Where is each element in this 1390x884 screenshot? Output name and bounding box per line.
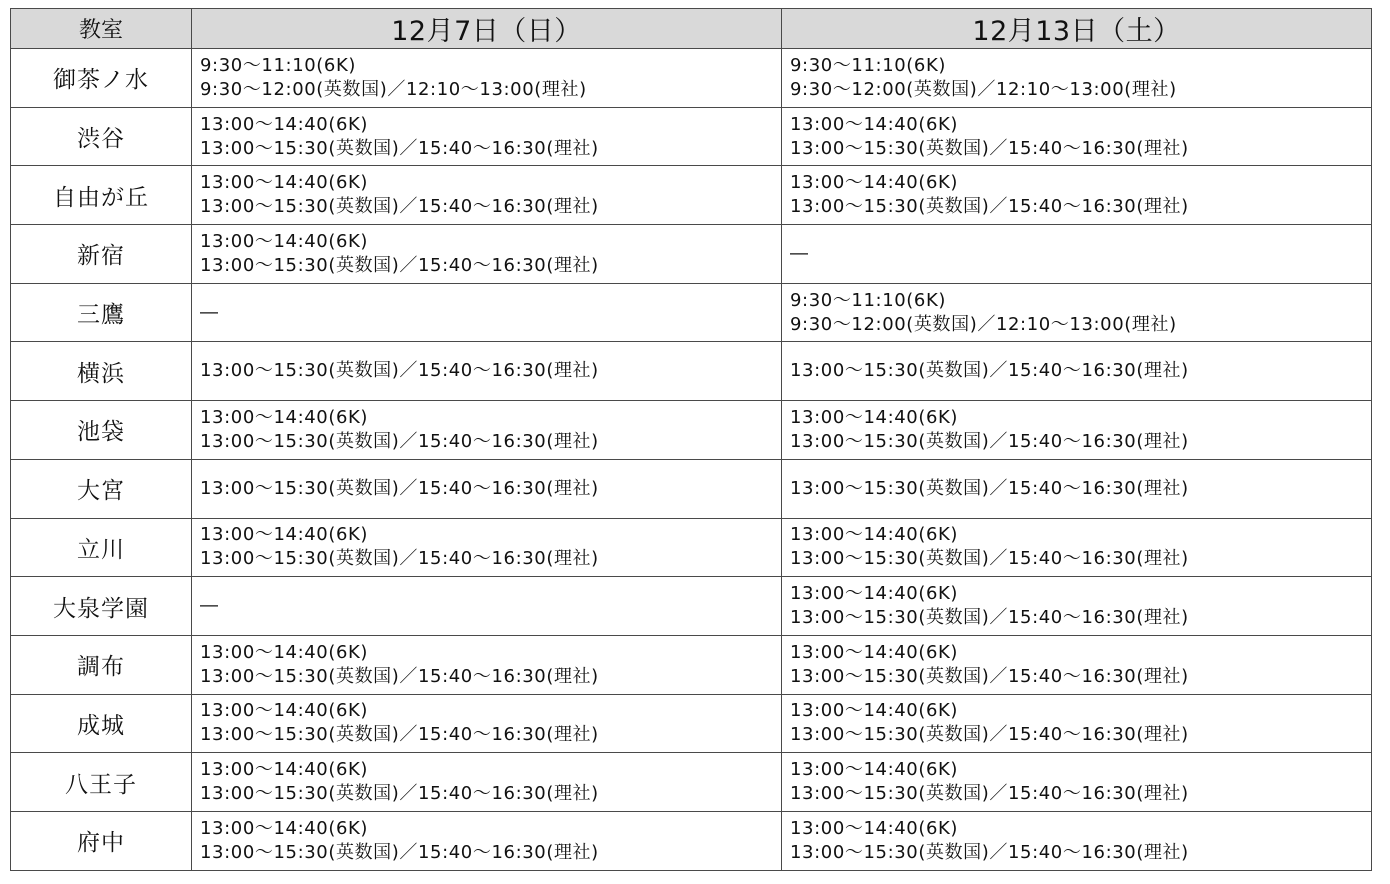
table-row bbox=[11, 342, 1372, 401]
room-name: 池袋 bbox=[11, 401, 192, 460]
time-slot-line: 13:00〜15:30(英数国)／15:40〜16:30(理社) bbox=[790, 665, 1189, 687]
time-slot-line: 13:00〜14:40(6K) bbox=[790, 172, 959, 194]
room-name: 新宿 bbox=[11, 225, 192, 284]
time-slot-line: 13:00〜15:30(英数国)／15:40〜16:30(理社) bbox=[790, 841, 1189, 863]
time-slot-line: 9:30〜11:10(6K) bbox=[790, 54, 946, 76]
date-column-header-dec7: 12月7日（日） bbox=[192, 9, 782, 49]
time-slot-line: ― bbox=[200, 301, 219, 323]
table-row bbox=[11, 694, 1372, 753]
table-row bbox=[11, 635, 1372, 694]
time-slot-line: 13:00〜15:30(英数国)／15:40〜16:30(理社) bbox=[790, 360, 1189, 382]
time-slot-line: 13:00〜14:40(6K) bbox=[790, 759, 959, 781]
schedule-cell-dec7 bbox=[192, 811, 782, 870]
time-slot-line: 13:00〜15:30(英数国)／15:40〜16:30(理社) bbox=[790, 196, 1189, 218]
schedule-cell-dec7 bbox=[192, 283, 782, 342]
table-row bbox=[11, 49, 1372, 108]
schedule-cell-dec13 bbox=[782, 107, 1372, 166]
time-slot-line: 13:00〜15:30(英数国)／15:40〜16:30(理社) bbox=[790, 724, 1189, 746]
table-row bbox=[11, 577, 1372, 636]
schedule-cell-dec7 bbox=[192, 694, 782, 753]
table-header bbox=[11, 9, 1372, 49]
schedule-cell-dec7 bbox=[192, 342, 782, 401]
time-slot-line: ― bbox=[200, 595, 219, 617]
room-name: 八王子 bbox=[11, 753, 192, 812]
room-name: 自由が丘 bbox=[11, 166, 192, 225]
schedule-cell-dec7 bbox=[192, 401, 782, 460]
schedule-cell-dec7 bbox=[192, 225, 782, 284]
schedule-cell-dec13 bbox=[782, 811, 1372, 870]
table-row bbox=[11, 811, 1372, 870]
time-slot-line: 13:00〜14:40(6K) bbox=[200, 524, 369, 546]
time-slot-line: 13:00〜15:30(英数国)／15:40〜16:30(理社) bbox=[200, 477, 599, 499]
schedule-cell-dec13 bbox=[782, 401, 1372, 460]
time-slot-line: 13:00〜14:40(6K) bbox=[790, 700, 959, 722]
time-slot-line: 13:00〜14:40(6K) bbox=[790, 583, 959, 605]
table-row bbox=[11, 401, 1372, 460]
table-row bbox=[11, 166, 1372, 225]
schedule-cell-dec7 bbox=[192, 166, 782, 225]
schedule-cell-dec7 bbox=[192, 635, 782, 694]
time-slot-line: 9:30〜12:00(英数国)／12:10〜13:00(理社) bbox=[790, 78, 1177, 100]
schedule-table bbox=[10, 8, 1372, 871]
time-slot-line: 13:00〜14:40(6K) bbox=[200, 230, 369, 252]
room-name: 調布 bbox=[11, 635, 192, 694]
table-row bbox=[11, 518, 1372, 577]
room-name: 立川 bbox=[11, 518, 192, 577]
schedule-cell-dec7 bbox=[192, 107, 782, 166]
table-row bbox=[11, 107, 1372, 166]
time-slot-line: 13:00〜14:40(6K) bbox=[790, 524, 959, 546]
schedule-cell-dec13 bbox=[782, 635, 1372, 694]
time-slot-line: 13:00〜15:30(英数国)／15:40〜16:30(理社) bbox=[200, 724, 599, 746]
time-slot-line: 13:00〜14:40(6K) bbox=[200, 406, 369, 428]
schedule-cell-dec7 bbox=[192, 753, 782, 812]
room-name: 三鷹 bbox=[11, 283, 192, 342]
time-slot-line: 13:00〜15:30(英数国)／15:40〜16:30(理社) bbox=[790, 477, 1189, 499]
time-slot-line: 13:00〜14:40(6K) bbox=[790, 113, 959, 135]
schedule-cell-dec7 bbox=[192, 577, 782, 636]
table-row bbox=[11, 459, 1372, 518]
schedule-cell-dec13 bbox=[782, 459, 1372, 518]
time-slot-line: 13:00〜15:30(英数国)／15:40〜16:30(理社) bbox=[200, 137, 599, 159]
time-slot-line: 13:00〜14:40(6K) bbox=[790, 817, 959, 839]
schedule-cell-dec13 bbox=[782, 694, 1372, 753]
room-name: 成城 bbox=[11, 694, 192, 753]
schedule-cell-dec13 bbox=[782, 225, 1372, 284]
time-slot-line: 13:00〜15:30(英数国)／15:40〜16:30(理社) bbox=[200, 360, 599, 382]
room-column-header: 教室 bbox=[11, 9, 192, 49]
time-slot-line: 13:00〜14:40(6K) bbox=[790, 406, 959, 428]
time-slot-line: 13:00〜15:30(英数国)／15:40〜16:30(理社) bbox=[200, 254, 599, 276]
time-slot-line: 13:00〜15:30(英数国)／15:40〜16:30(理社) bbox=[200, 548, 599, 570]
schedule-cell-dec13 bbox=[782, 283, 1372, 342]
time-slot-line: 13:00〜15:30(英数国)／15:40〜16:30(理社) bbox=[200, 430, 599, 452]
schedule-cell-dec7 bbox=[192, 518, 782, 577]
time-slot-line: 13:00〜15:30(英数国)／15:40〜16:30(理社) bbox=[200, 783, 599, 805]
date-column-header-dec13: 12月13日（土） bbox=[782, 9, 1372, 49]
time-slot-line: 13:00〜15:30(英数国)／15:40〜16:30(理社) bbox=[790, 783, 1189, 805]
schedule-cell-dec13 bbox=[782, 518, 1372, 577]
schedule-cell-dec7 bbox=[192, 459, 782, 518]
schedule-cell-dec13 bbox=[782, 166, 1372, 225]
time-slot-line: 13:00〜15:30(英数国)／15:40〜16:30(理社) bbox=[200, 841, 599, 863]
table-row bbox=[11, 753, 1372, 812]
table-body bbox=[11, 49, 1372, 871]
time-slot-line: ― bbox=[790, 242, 809, 264]
schedule-cell-dec13 bbox=[782, 577, 1372, 636]
schedule-cell-dec13 bbox=[782, 753, 1372, 812]
room-name: 府中 bbox=[11, 811, 192, 870]
time-slot-line: 13:00〜15:30(英数国)／15:40〜16:30(理社) bbox=[200, 665, 599, 687]
room-name: 大宮 bbox=[11, 459, 192, 518]
time-slot-line: 9:30〜11:10(6K) bbox=[790, 289, 946, 311]
room-name: 横浜 bbox=[11, 342, 192, 401]
time-slot-line: 13:00〜15:30(英数国)／15:40〜16:30(理社) bbox=[790, 430, 1189, 452]
time-slot-line: 13:00〜15:30(英数国)／15:40〜16:30(理社) bbox=[200, 196, 599, 218]
time-slot-line: 13:00〜14:40(6K) bbox=[200, 172, 369, 194]
time-slot-line: 13:00〜15:30(英数国)／15:40〜16:30(理社) bbox=[790, 548, 1189, 570]
time-slot-line: 13:00〜14:40(6K) bbox=[200, 759, 369, 781]
schedule-cell-dec13 bbox=[782, 49, 1372, 108]
room-name: 大泉学園 bbox=[11, 577, 192, 636]
table-row bbox=[11, 283, 1372, 342]
time-slot-line: 9:30〜12:00(英数国)／12:10〜13:00(理社) bbox=[200, 78, 587, 100]
time-slot-line: 13:00〜15:30(英数国)／15:40〜16:30(理社) bbox=[790, 607, 1189, 629]
room-name: 渋谷 bbox=[11, 107, 192, 166]
room-name: 御茶ノ水 bbox=[11, 49, 192, 108]
header-row bbox=[11, 9, 1372, 49]
time-slot-line: 13:00〜14:40(6K) bbox=[200, 700, 369, 722]
time-slot-line: 13:00〜15:30(英数国)／15:40〜16:30(理社) bbox=[790, 137, 1189, 159]
time-slot-line: 9:30〜11:10(6K) bbox=[200, 54, 356, 76]
table-row bbox=[11, 225, 1372, 284]
time-slot-line: 13:00〜14:40(6K) bbox=[200, 817, 369, 839]
schedule-cell-dec7 bbox=[192, 49, 782, 108]
time-slot-line: 9:30〜12:00(英数国)／12:10〜13:00(理社) bbox=[790, 313, 1177, 335]
time-slot-line: 13:00〜14:40(6K) bbox=[200, 113, 369, 135]
time-slot-line: 13:00〜14:40(6K) bbox=[790, 641, 959, 663]
time-slot-line: 13:00〜14:40(6K) bbox=[200, 641, 369, 663]
schedule-cell-dec13 bbox=[782, 342, 1372, 401]
